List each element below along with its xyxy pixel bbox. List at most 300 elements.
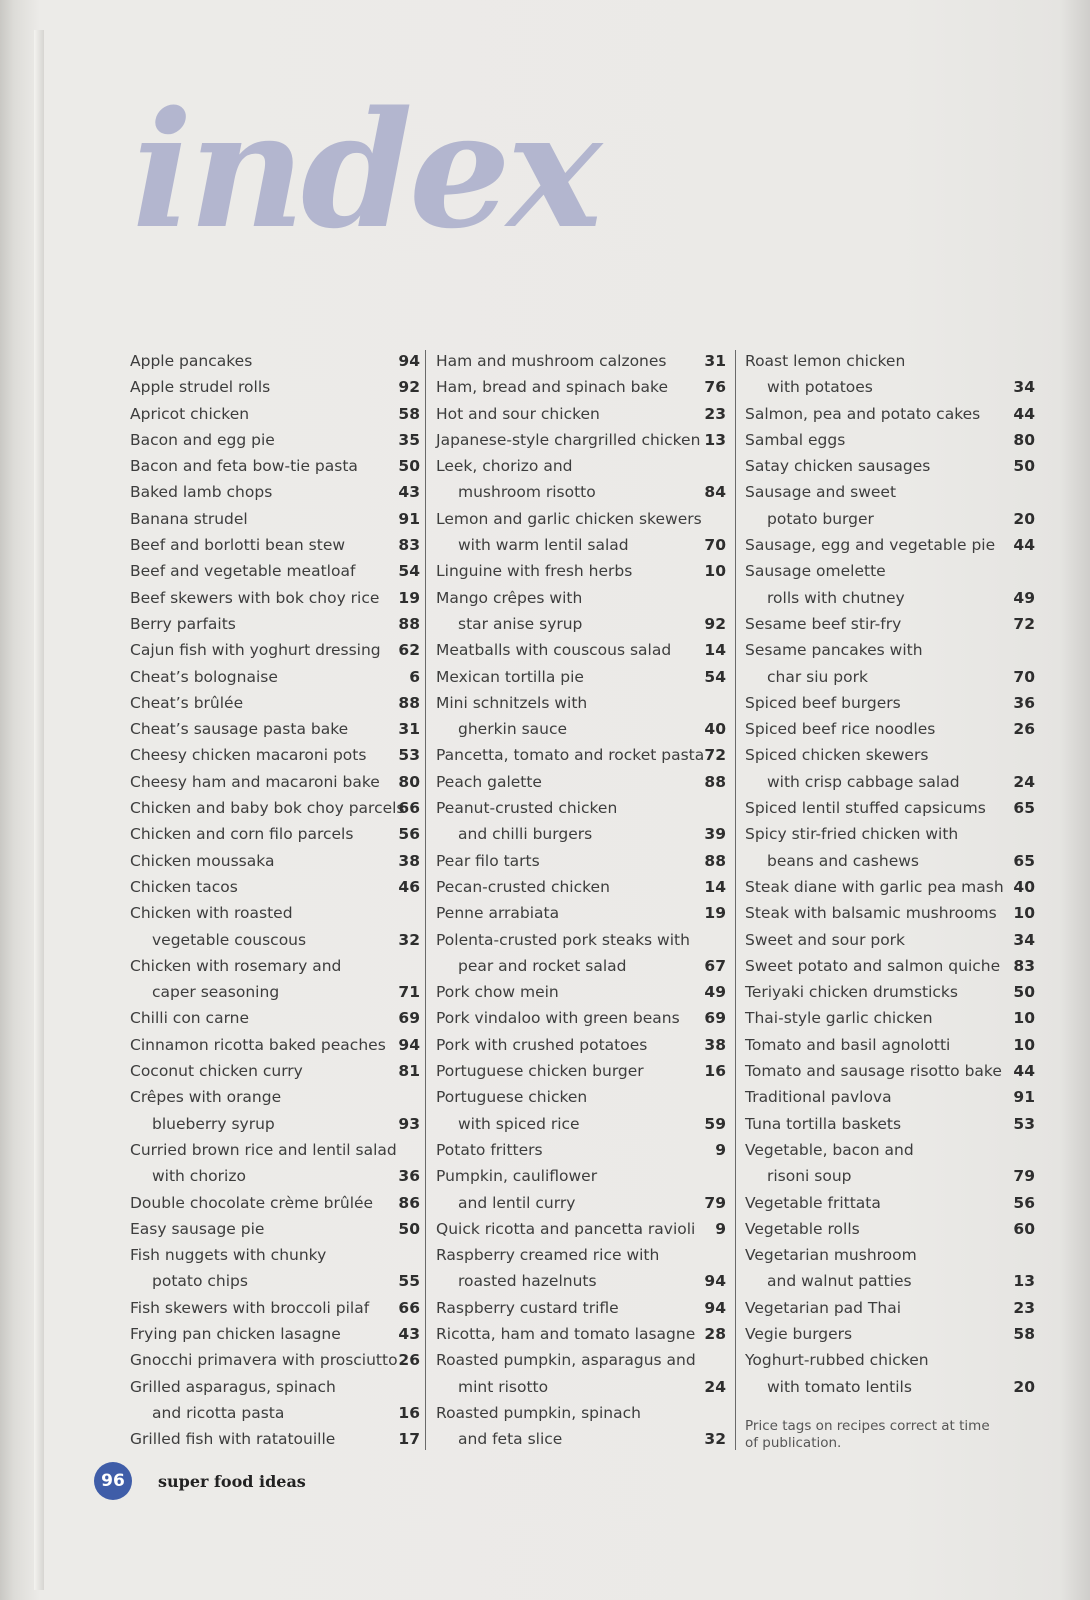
entry-page-number: 91 [1013, 1088, 1035, 1107]
index-entry [436, 1242, 726, 1295]
index-entry [436, 900, 726, 926]
entry-name: Cinnamon ricotta baked peaches [130, 1035, 386, 1054]
entry-name: Vegetable, bacon and [745, 1140, 914, 1159]
entry-name: Sweet potato and salmon quiche [745, 956, 1001, 975]
entry-name: Banana strudel [130, 509, 248, 528]
index-entry [130, 401, 420, 427]
index-entry [436, 1321, 726, 1347]
index-entry [745, 1137, 1035, 1190]
index-entry [130, 769, 420, 795]
entry-name: Curried brown rice and lentil salad [130, 1140, 397, 1159]
entry-continuation: and walnut patties [767, 1272, 912, 1291]
entry-page-number: 50 [398, 457, 420, 476]
entry-name: Roast lemon chicken [745, 352, 906, 370]
entry-page-number: 83 [398, 536, 420, 555]
entry-name: Vegetarian pad Thai [745, 1298, 902, 1317]
index-entry [745, 979, 1035, 1005]
entry-name: Teriyaki chicken drumsticks [745, 983, 958, 1002]
index-entry [745, 401, 1035, 427]
entry-name: Spiced beef rice noodles [745, 720, 936, 739]
entry-page-number: 93 [398, 1114, 420, 1133]
entry-name: Double chocolate crème brûlée [130, 1193, 374, 1212]
entry-page-number: 38 [398, 851, 420, 870]
entry-page-number: 13 [704, 430, 726, 449]
entry-page-number: 83 [1013, 956, 1035, 975]
entry-name: Fish nuggets with chunky [130, 1246, 327, 1265]
entry-continuation: and chilli burgers [458, 825, 593, 844]
entry-name: Cheat’s brûlée [130, 693, 244, 712]
entry-page-number: 16 [398, 1403, 420, 1422]
index-entry [130, 532, 420, 558]
entry-page-number: 65 [1013, 851, 1035, 870]
entry-name: Pork chow mein [436, 983, 559, 1002]
index-entry [130, 558, 420, 584]
index-entry [745, 953, 1035, 979]
entry-page-number: 56 [1013, 1193, 1035, 1212]
entry-continuation: with crisp cabbage salad [767, 772, 960, 791]
entry-name: Sausage omelette [745, 562, 886, 581]
index-entry [436, 1295, 726, 1321]
entry-continuation: blueberry syrup [152, 1114, 275, 1133]
entry-page-number: 65 [1013, 799, 1035, 818]
index-entry [436, 1216, 726, 1242]
price-note: Price tags on recipes correct at time of publication. [745, 1418, 990, 1451]
index-entry [745, 479, 1035, 532]
index-entry [745, 1111, 1035, 1137]
index-entry [130, 742, 420, 768]
index-entry [745, 1084, 1035, 1110]
index-column-1 [130, 348, 420, 1452]
entry-name: Spiced beef burgers [745, 693, 901, 712]
entry-continuation: vegetable couscous [152, 930, 307, 949]
entry-name: Coconut chicken curry [130, 1062, 303, 1081]
entry-name: Apple pancakes [130, 352, 253, 370]
entry-name: Cheat’s sausage pasta bake [130, 720, 349, 739]
index-entry [130, 664, 420, 690]
index-entry [745, 690, 1035, 716]
entry-name: Chicken with rosemary and [130, 956, 342, 975]
entry-name: Peanut-crusted chicken [436, 799, 618, 818]
entry-page-number: 9 [715, 1140, 726, 1159]
entry-page-number: 62 [398, 641, 420, 660]
index-entry [436, 401, 726, 427]
entry-page-number: 14 [704, 877, 726, 896]
entry-page-number: 13 [1013, 1272, 1035, 1291]
entry-page-number: 70 [704, 536, 726, 555]
entry-name: Chilli con carne [130, 1009, 250, 1028]
entry-page-number: 31 [398, 720, 420, 739]
entry-page-number: 20 [1013, 1377, 1035, 1396]
index-entry [436, 1347, 726, 1400]
entry-continuation: char siu pork [767, 667, 868, 686]
index-entry [745, 532, 1035, 558]
entry-name: Tomato and basil agnolotti [745, 1035, 951, 1054]
entry-name: Sambal eggs [745, 430, 846, 449]
entry-page-number: 50 [398, 1219, 420, 1238]
entry-page-number: 10 [1013, 1009, 1035, 1028]
entry-continuation: with warm lentil salad [458, 536, 629, 555]
column-divider [735, 350, 736, 1450]
entry-name: Sausage and sweet [745, 483, 897, 502]
entry-name: Cheat’s bolognaise [130, 667, 278, 686]
entry-page-number: 23 [1013, 1298, 1035, 1317]
entry-page-number: 80 [398, 772, 420, 791]
entry-name: Apple strudel rolls [130, 378, 271, 397]
entry-name: Bacon and feta bow-tie pasta [130, 457, 358, 476]
entry-name: Tomato and sausage risotto bake [745, 1062, 1002, 1081]
index-entry [745, 1058, 1035, 1084]
entry-page-number: 80 [1013, 430, 1035, 449]
entry-page-number: 24 [704, 1377, 726, 1396]
magazine-name: super food ideas [158, 1471, 306, 1491]
entry-page-number: 34 [1013, 378, 1035, 397]
entry-page-number: 44 [1013, 404, 1035, 423]
entry-page-number: 36 [398, 1167, 420, 1186]
entry-name: Pear filo tarts [436, 851, 540, 870]
index-entry [436, 637, 726, 663]
entry-page-number: 54 [398, 562, 420, 581]
index-entry [130, 1084, 420, 1137]
entry-name: Vegie burgers [745, 1324, 853, 1343]
index-entry [745, 742, 1035, 795]
entry-page-number: 49 [1013, 588, 1035, 607]
entry-continuation: potato chips [152, 1272, 248, 1291]
entry-name: Spiced lentil stuffed capsicums [745, 799, 986, 818]
index-entry [436, 664, 726, 690]
entry-name: Gnocchi primavera with prosciutto [130, 1351, 398, 1370]
entry-name: Steak diane with garlic pea mash [745, 877, 1004, 896]
index-entry [130, 1137, 420, 1190]
entry-continuation: and ricotta pasta [152, 1403, 285, 1422]
entry-name: Grilled fish with ratatouille [130, 1430, 336, 1449]
index-entry [130, 1347, 420, 1373]
entry-name: Portuguese chicken [436, 1088, 588, 1107]
entry-name: Vegetable frittata [745, 1193, 881, 1212]
entry-continuation: with spiced rice [458, 1114, 580, 1133]
index-entry [130, 795, 420, 821]
entry-name: Pancetta, tomato and rocket pasta [436, 746, 705, 765]
entry-page-number: 60 [1013, 1219, 1035, 1238]
entry-page-number: 56 [398, 825, 420, 844]
entry-page-number: 46 [398, 877, 420, 896]
entry-page-number: 6 [409, 667, 420, 686]
entry-name: Peach galette [436, 772, 542, 791]
index-entry [436, 1005, 726, 1031]
entry-page-number: 44 [1013, 536, 1035, 555]
entry-page-number: 20 [1013, 509, 1035, 528]
index-entry [436, 848, 726, 874]
entry-name: Spiced chicken skewers [745, 746, 929, 765]
index-entry [130, 1242, 420, 1295]
entry-page-number: 71 [398, 983, 420, 1002]
entry-name: Roasted pumpkin, spinach [436, 1403, 641, 1422]
index-entry [745, 716, 1035, 742]
index-entry [745, 453, 1035, 479]
index-entry [436, 769, 726, 795]
entry-name: Spicy stir-fried chicken with [745, 825, 959, 844]
index-entry [130, 1321, 420, 1347]
index-entry [130, 1295, 420, 1321]
entry-page-number: 53 [398, 746, 420, 765]
entry-page-number: 32 [704, 1430, 726, 1449]
entry-name: Salmon, pea and potato cakes [745, 404, 981, 423]
entry-page-number: 76 [704, 378, 726, 397]
entry-page-number: 44 [1013, 1062, 1035, 1081]
entry-page-number: 16 [704, 1062, 726, 1081]
entry-page-number: 19 [398, 588, 420, 607]
entry-page-number: 10 [1013, 904, 1035, 923]
entry-page-number: 55 [398, 1272, 420, 1291]
entry-page-number: 88 [398, 614, 420, 633]
index-entry [745, 927, 1035, 953]
index-entry [436, 348, 726, 374]
entry-name: Leek, chorizo and [436, 457, 573, 476]
entry-page-number: 34 [1013, 930, 1035, 949]
index-entry [436, 1400, 726, 1453]
entry-name: Pecan-crusted chicken [436, 877, 610, 896]
entry-continuation: and feta slice [458, 1430, 563, 1449]
entry-page-number: 79 [704, 1193, 726, 1212]
index-entry [130, 690, 420, 716]
entry-page-number: 92 [704, 614, 726, 633]
entry-page-number: 24 [1013, 772, 1035, 791]
entry-page-number: 69 [704, 1009, 726, 1028]
entry-name: Cheesy chicken macaroni pots [130, 746, 367, 765]
index-entry [745, 1242, 1035, 1295]
entry-name: Chicken moussaka [130, 851, 275, 870]
entry-name: Japanese-style chargrilled chicken [436, 430, 701, 449]
column-divider [425, 350, 426, 1450]
index-entry [745, 1216, 1035, 1242]
index-entry [130, 1426, 420, 1452]
entry-page-number: 10 [1013, 1035, 1035, 1054]
entry-continuation: with chorizo [152, 1167, 246, 1186]
entry-page-number: 40 [704, 720, 726, 739]
entry-page-number: 66 [398, 799, 420, 818]
entry-name: Potato fritters [436, 1140, 543, 1159]
index-entry [130, 874, 420, 900]
entry-page-number: 86 [398, 1193, 420, 1212]
entry-continuation: risoni soup [767, 1167, 852, 1186]
entry-continuation: with tomato lentils [767, 1377, 912, 1396]
entry-page-number: 50 [1013, 457, 1035, 476]
entry-name: Pumpkin, cauliflower [436, 1167, 598, 1186]
index-entry [436, 558, 726, 584]
index-entry [130, 348, 420, 374]
index-column-3 [745, 348, 1035, 1400]
index-entry [130, 479, 420, 505]
entry-name: Pork vindaloo with green beans [436, 1009, 680, 1028]
page-number-badge: 96 [94, 1462, 132, 1500]
entry-name: Penne arrabiata [436, 904, 560, 923]
entry-page-number: 50 [1013, 983, 1035, 1002]
entry-page-number: 81 [398, 1062, 420, 1081]
index-entry [436, 374, 726, 400]
entry-name: Baked lamb chops [130, 483, 273, 502]
entry-name: Yoghurt-rubbed chicken [745, 1351, 929, 1370]
entry-page-number: 70 [1013, 667, 1035, 686]
index-entry [745, 637, 1035, 690]
entry-name: Satay chicken sausages [745, 457, 931, 476]
entry-page-number: 43 [398, 1324, 420, 1343]
entry-page-number: 72 [1013, 614, 1035, 633]
index-entry [130, 900, 420, 953]
entry-page-number: 26 [398, 1351, 420, 1370]
page-title: index [132, 76, 599, 264]
index-entry [436, 1058, 726, 1084]
entry-name: Beef and borlotti bean stew [130, 536, 346, 555]
index-entry [436, 453, 726, 506]
entry-continuation: with potatoes [767, 378, 873, 397]
index-entry [745, 900, 1035, 926]
index-entry [745, 1347, 1035, 1400]
entry-name: Cheesy ham and macaroni bake [130, 772, 380, 791]
entry-name: Vegetable rolls [745, 1219, 860, 1238]
entry-page-number: 17 [398, 1430, 420, 1449]
entry-name: Mini schnitzels with [436, 693, 588, 712]
entry-page-number: 88 [704, 851, 726, 870]
entry-page-number: 43 [398, 483, 420, 502]
entry-name: Ham and mushroom calzones [436, 352, 667, 370]
index-entry [130, 1216, 420, 1242]
entry-name: Steak with balsamic mushrooms [745, 904, 997, 923]
entry-page-number: 39 [704, 825, 726, 844]
index-entry [745, 1190, 1035, 1216]
entry-page-number: 59 [704, 1114, 726, 1133]
entry-continuation: beans and cashews [767, 851, 919, 870]
entry-page-number: 92 [398, 378, 420, 397]
index-entry [130, 1058, 420, 1084]
entry-page-number: 40 [1013, 877, 1035, 896]
entry-name: Linguine with fresh herbs [436, 562, 633, 581]
index-entry [436, 1032, 726, 1058]
entry-name: Sesame beef stir-fry [745, 614, 902, 633]
entry-name: Chicken and baby bok choy parcels [130, 799, 405, 818]
index-entry [130, 585, 420, 611]
entry-page-number: 94 [704, 1272, 726, 1291]
index-column-2 [436, 348, 726, 1452]
entry-page-number: 26 [1013, 720, 1035, 739]
index-entry [130, 716, 420, 742]
entry-page-number: 35 [398, 430, 420, 449]
entry-page-number: 66 [398, 1298, 420, 1317]
entry-page-number: 91 [398, 509, 420, 528]
entry-name: Traditional pavlova [745, 1088, 892, 1107]
index-entry [436, 1084, 726, 1137]
entry-name: Mango crêpes with [436, 588, 583, 607]
entry-name: Beef and vegetable meatloaf [130, 562, 356, 581]
entry-page-number: 58 [1013, 1324, 1035, 1343]
entry-name: Chicken tacos [130, 877, 238, 896]
entry-page-number: 88 [704, 772, 726, 791]
index-entry [745, 795, 1035, 821]
index-entry [436, 795, 726, 848]
page-footer [94, 1462, 306, 1500]
entry-continuation: mint risotto [458, 1377, 549, 1396]
entry-name: Berry parfaits [130, 614, 236, 633]
index-entry [130, 637, 420, 663]
index-entry [130, 1005, 420, 1031]
entry-name: Apricot chicken [130, 404, 250, 423]
entry-name: Sesame pancakes with [745, 641, 923, 660]
index-entry [745, 611, 1035, 637]
entry-name: Chicken and corn filo parcels [130, 825, 354, 844]
entry-continuation: potato burger [767, 509, 874, 528]
entry-name: Grilled asparagus, spinach [130, 1377, 336, 1396]
entry-name: Vegetarian mushroom [745, 1246, 917, 1265]
index-entry [745, 558, 1035, 611]
entry-page-number: 94 [398, 352, 420, 370]
entry-page-number: 79 [1013, 1167, 1035, 1186]
entry-page-number: 19 [704, 904, 726, 923]
index-entry [436, 874, 726, 900]
entry-page-number: 49 [704, 983, 726, 1002]
entry-page-number: 14 [704, 641, 726, 660]
index-entry [745, 427, 1035, 453]
entry-name: Lemon and garlic chicken skewers [436, 509, 702, 528]
index-entry [130, 1032, 420, 1058]
entry-name: Easy sausage pie [130, 1219, 265, 1238]
index-entry [130, 611, 420, 637]
index-entry [745, 348, 1035, 401]
page-spine-shadow [34, 30, 44, 1590]
index-entry [436, 927, 726, 980]
index-entry [130, 821, 420, 847]
entry-continuation: roasted hazelnuts [458, 1272, 597, 1291]
index-entry [436, 1163, 726, 1216]
index-entry [436, 506, 726, 559]
index-entry [436, 1137, 726, 1163]
entry-name: Polenta-crusted pork steaks with [436, 930, 690, 949]
entry-name: Crêpes with orange [130, 1088, 282, 1107]
entry-continuation: mushroom risotto [458, 483, 596, 502]
entry-name: Ricotta, ham and tomato lasagne [436, 1324, 696, 1343]
entry-name: Sausage, egg and vegetable pie [745, 536, 996, 555]
entry-page-number: 10 [704, 562, 726, 581]
entry-continuation: caper seasoning [152, 983, 280, 1002]
entry-continuation: and lentil curry [458, 1193, 576, 1212]
index-entry [130, 427, 420, 453]
entry-page-number: 72 [704, 746, 726, 765]
entry-name: Hot and sour chicken [436, 404, 600, 423]
index-entry [436, 585, 726, 638]
entry-page-number: 54 [704, 667, 726, 686]
entry-page-number: 53 [1013, 1114, 1035, 1133]
entry-page-number: 67 [704, 956, 726, 975]
index-entry [436, 690, 726, 743]
index-entry [130, 1374, 420, 1427]
entry-name: Pork with crushed potatoes [436, 1035, 648, 1054]
index-entry [745, 1321, 1035, 1347]
entry-name: Bacon and egg pie [130, 430, 275, 449]
entry-continuation: pear and rocket salad [458, 956, 627, 975]
index-entry [130, 506, 420, 532]
entry-name: Raspberry creamed rice with [436, 1246, 660, 1265]
index-entry [436, 979, 726, 1005]
entry-page-number: 58 [398, 404, 420, 423]
entry-name: Cajun fish with yoghurt dressing [130, 641, 381, 660]
entry-name: Ham, bread and spinach bake [436, 378, 668, 397]
entry-page-number: 28 [704, 1324, 726, 1343]
entry-page-number: 9 [715, 1219, 726, 1238]
entry-page-number: 32 [398, 930, 420, 949]
entry-page-number: 94 [704, 1298, 726, 1317]
entry-name: Frying pan chicken lasagne [130, 1324, 341, 1343]
index-entry [745, 874, 1035, 900]
index-entry [436, 742, 726, 768]
entry-name: Meatballs with couscous salad [436, 641, 672, 660]
index-entry [436, 427, 726, 453]
